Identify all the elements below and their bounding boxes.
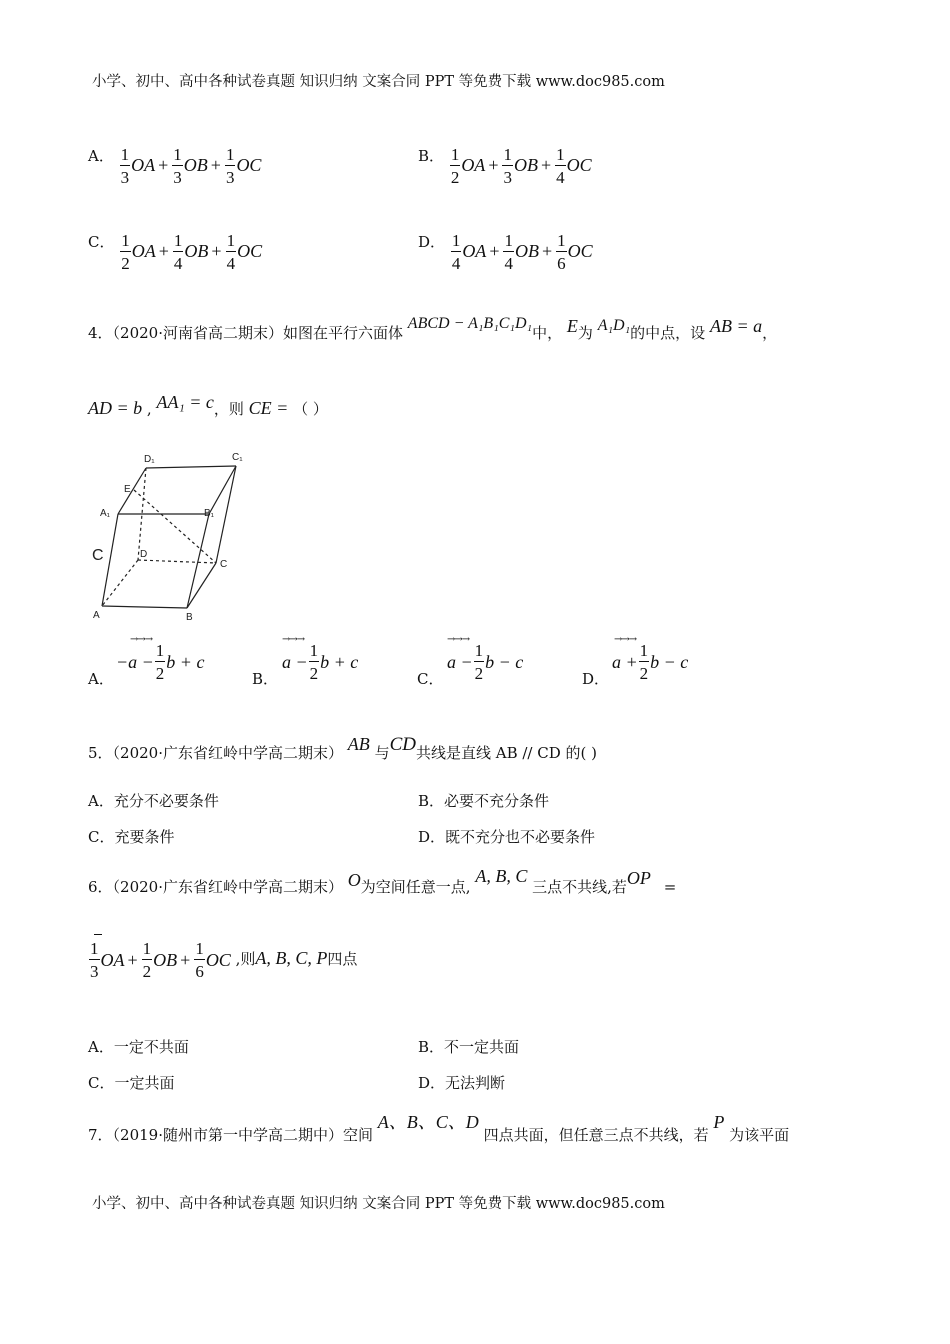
coef-num: 1 — [120, 144, 130, 164]
label-c-handwritten: C — [92, 547, 104, 564]
q4-stem-line2: AD = b , AA₁ = c，则 CE = （ ） — [88, 392, 328, 418]
question-number: 4． — [88, 324, 113, 342]
question-source: （2019·随州市第一中学高二期中） — [112, 1126, 343, 1144]
edge-da — [102, 560, 138, 606]
option-label: B． — [418, 147, 445, 165]
edge-dc — [138, 560, 216, 563]
label-c1: C₁ — [232, 452, 243, 463]
q4-stem-line1: 4．（2020·河南省高二期末）如图在平行六面体 ABCD − A₁B₁C₁D₁中， E为 A₁D₁的中点，设 AB = a， — [88, 315, 778, 342]
q3-option-b[interactable]: B． 1 2 OA + $\frac{1}{3}$ OB + $\frac{1}{4}$ OC — [418, 144, 592, 187]
parallelepiped-figure — [90, 450, 250, 626]
question-number: 5． — [88, 744, 113, 762]
edge-c1c — [216, 466, 236, 563]
edge-b1b — [187, 514, 209, 608]
q5-option-c[interactable]: C．充要条件 — [88, 828, 175, 846]
q3-option-d[interactable]: D． 1 4 OA + $\frac{1}{4}$ OB + $\frac{1}{6}$ OC — [418, 230, 593, 273]
q6-option-d[interactable]: D．无法判断 — [418, 1074, 506, 1092]
label-d: D — [140, 549, 148, 560]
q5-option-b[interactable]: B．必要不充分条件 — [418, 792, 550, 810]
label-a: A — [93, 610, 100, 621]
question-source: （2020·广东省红岭中学高二期末） — [112, 878, 343, 896]
edge-d1a1 — [118, 468, 146, 514]
page-header: 小学、初中、高中各种试卷真题 知识归纳 文案合同 PPT 等免费下载 www.doc985.com — [92, 74, 665, 90]
q5-option-d[interactable]: D．既不充分也不必要条件 — [418, 828, 596, 846]
vector: OA — [131, 155, 156, 175]
edge-a1a — [102, 514, 118, 606]
q7-stem: 7．（2019·随州市第一中学高二期中）空间 A、B、C、D 四点共面，但任意三点不共线，若 P 为该平面 — [88, 1112, 790, 1144]
question-number: 6． — [88, 878, 113, 896]
label-e: E — [124, 484, 131, 495]
solid-name: ABCD − A₁B₁C₁D₁ — [407, 315, 533, 332]
option-label: D． — [418, 233, 446, 251]
q6-option-a[interactable]: A．一定不共面 — [88, 1038, 189, 1056]
q5-option-a[interactable]: A．充分不必要条件 — [88, 792, 219, 810]
q6-option-c[interactable]: C．一定共面 — [88, 1074, 175, 1092]
vector-arrows: →→→ — [130, 634, 153, 645]
coef-den: 3 — [120, 167, 130, 187]
page-footer: 小学、初中、高中各种试卷真题 知识归纳 文案合同 PPT 等免费下载 www.doc985.com — [92, 1196, 665, 1212]
q6-stem-line1: 6．（2020·广东省红岭中学高二期末） O为空间任意一点, A, B, C 三点不共线,若OP = — [88, 866, 677, 896]
option-label: A． — [88, 147, 114, 165]
q4-option-b[interactable]: →→→ B． a − $\frac{1}{2}$ b + c — [252, 634, 359, 688]
q4-option-d[interactable]: →→→ D． a + $\frac{1}{2}$ b − c — [582, 634, 689, 688]
q5-stem: 5．（2020·广东省红岭中学高二期末） AB 与CD共线是直线 AB // CD 的( ) — [88, 734, 597, 762]
q6-stem-line2: 1 3 OA + $\frac{1}{2}$ OB + $\frac{1}{6}$ OC ,则A, B, C, P四点 — [88, 940, 357, 980]
question-number: 7． — [88, 1126, 113, 1144]
edge-d1c1 — [146, 466, 236, 468]
q3-option-a[interactable]: A． $\frac{1}{3}$ OA + $\frac{1}{3}$ OB + $\frac{1}{3}$ OC — [88, 144, 262, 187]
q6-option-b[interactable]: B．不一定共面 — [418, 1038, 520, 1056]
label-c: C — [220, 559, 228, 570]
edge-c1b1 — [209, 466, 236, 514]
q4-option-c[interactable]: →→→ C． a − $\frac{1}{2}$ b − c — [417, 634, 524, 688]
question-source: （2020·河南省高二期末） — [112, 324, 283, 342]
label-a1: A₁ — [100, 508, 111, 519]
q4-option-a[interactable]: →→→ A． −a − $\frac{1}{2}$ b + c — [88, 634, 205, 688]
question-source: （2020·广东省红岭中学高二期末） — [112, 744, 343, 762]
overbar-mark — [94, 934, 102, 935]
option-label: C． — [88, 233, 115, 251]
edge-bc — [187, 563, 216, 608]
label-b1: B₁ — [204, 508, 215, 519]
q3-option-c[interactable]: C． 1 2 OA + $\frac{1}{4}$ OB + $\frac{1}{4}$ OC — [88, 230, 263, 273]
label-b: B — [186, 612, 193, 623]
label-d1: D₁ — [144, 454, 155, 465]
edge-ab — [102, 606, 187, 608]
